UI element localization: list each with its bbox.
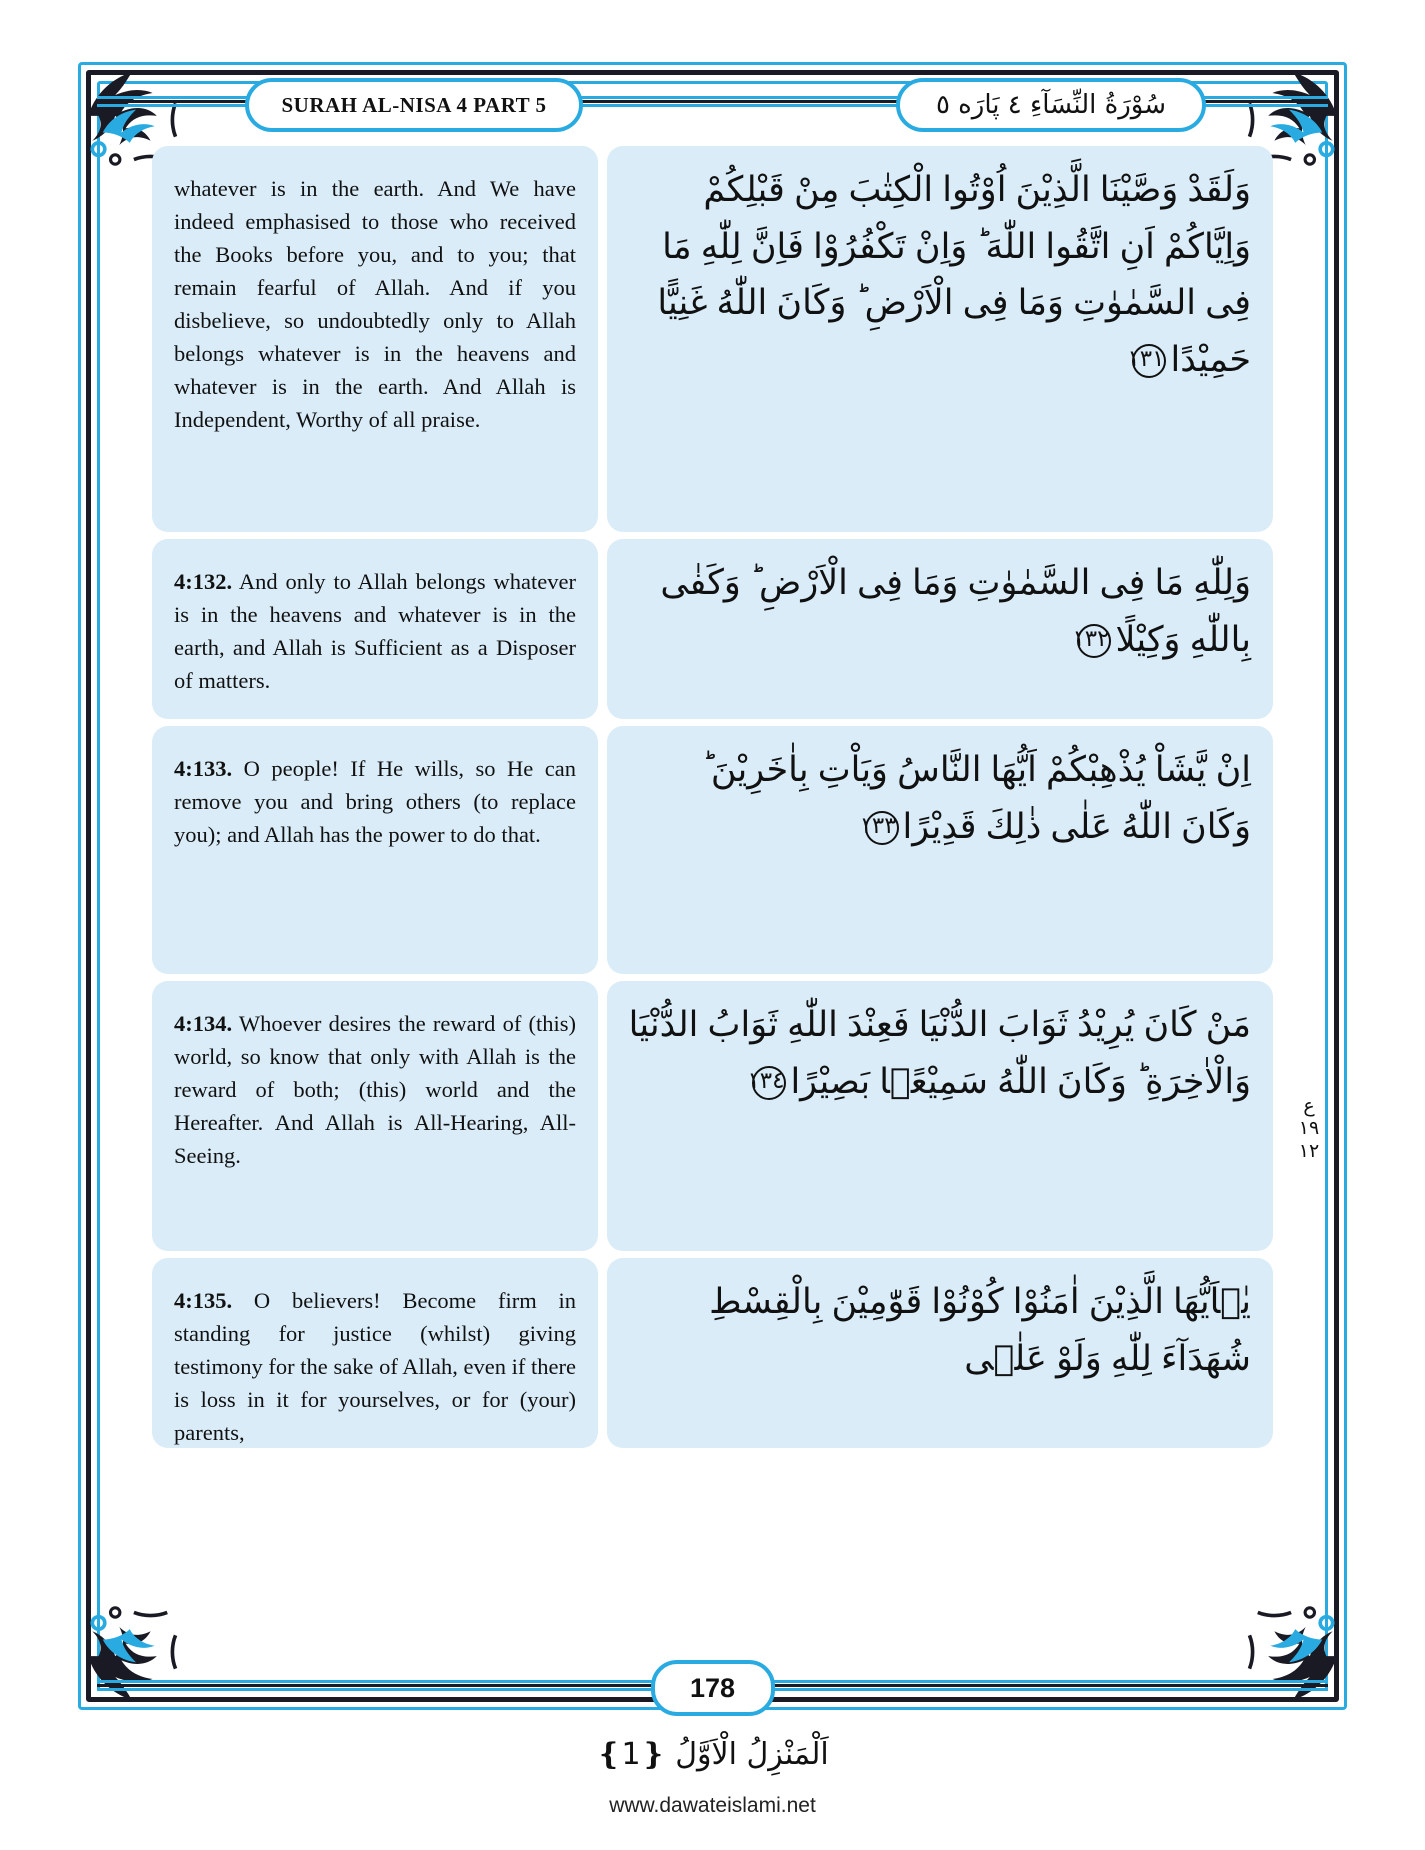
verse-row xyxy=(152,981,1273,1251)
arabic-cell xyxy=(607,1258,1273,1448)
surah-title-english: SURAH AL-NISA 4 PART 5 xyxy=(281,92,547,117)
verse-number: 4:134. xyxy=(174,1011,233,1036)
verse-row xyxy=(152,539,1273,719)
website-url: www.dawateislami.net xyxy=(609,1794,816,1817)
translation-cell xyxy=(152,539,598,719)
arabic-text xyxy=(627,742,1251,855)
translation-text xyxy=(174,1007,576,1172)
translation-body: Whoever desires the reward of (this) world, so know that only with Allah is the reward of both; (this) world and the Hereafter. And Allah is All-Hearing, All-Seeing. xyxy=(174,1011,576,1169)
page-number-pill xyxy=(651,1660,775,1716)
translation-text xyxy=(174,172,576,437)
ayah-marker: ١٣٣ xyxy=(865,811,899,845)
ruku-marker-line-3: ١٢ xyxy=(1298,1139,1320,1162)
surah-title-pill-arabic xyxy=(896,78,1206,132)
arabic-body: وَلِلّٰهِ مَا فِى السَّمٰوٰتِ وَمَا فِى الْاَرْضِ ؕ وَكَفٰى بِاللّٰهِ وَكِيْلًا xyxy=(660,563,1251,660)
arabic-cell xyxy=(607,726,1273,974)
ruku-side-marker xyxy=(1289,1095,1329,1162)
arabic-body: مَنْ كَانَ يُرِيْدُ ثَوَابَ الدُّنْيَا فَعِنْدَ اللّٰهِ ثَوَابُ الدُّنْيَا وَالْاٰخِرَةِ ؕ وَكَانَ اللّٰهُ سَمِيْعًۢا بَصِيْرًا xyxy=(628,1005,1251,1102)
translation-text xyxy=(174,1284,576,1449)
translation-body: O people! If He wills, so He can remove you and bring others (to replace you); and Allah has the power to do that. xyxy=(174,756,576,848)
page-footer xyxy=(97,1656,1328,1710)
translation-text xyxy=(174,752,576,851)
manzil-label: اَلْمَنْزِلُ الْاَوَّلُ ❴1❵ xyxy=(596,1737,829,1772)
ruku-marker-line-1: ع xyxy=(1303,1095,1315,1117)
translation-body: And only to Allah belongs whatever is in the heavens and whatever is in the earth, and Allah is Sufficient as a Disposer of matters. xyxy=(174,569,576,694)
arabic-body: وَلَقَدْ وَصَّيْنَا الَّذِيْنَ اُوْتُوا الْكِتٰبَ مِنْ قَبْلِكُمْ وَاِيَّاكُمْ اَنِ اتَّقُوا اللّٰهَ ؕ وَاِنْ تَكْفُرُوْا فَاِنَّ لِلّٰهِ مَا فِى السَّمٰوٰتِ وَمَا فِى الْاَرْضِ ؕ وَكَانَ اللّٰهُ غَنِيًّا حَمِيْدًا xyxy=(657,170,1251,381)
translation-cell xyxy=(152,981,598,1251)
arabic-text xyxy=(627,162,1251,389)
page-number: 178 xyxy=(689,1672,736,1703)
surah-title-pill xyxy=(245,78,583,132)
verse-row xyxy=(152,726,1273,974)
ayah-marker: ١٣١ xyxy=(1132,344,1166,378)
ayah-marker: ١٣٢ xyxy=(1077,624,1111,658)
verse-row xyxy=(152,1258,1273,1448)
ruku-marker-line-2: ١٩ xyxy=(1298,1117,1320,1140)
ayah-marker: ١٣٤ xyxy=(752,1066,786,1100)
verse-row xyxy=(152,146,1273,532)
arabic-cell xyxy=(607,981,1273,1251)
translation-body: O believers! Become firm in standing for justice (whilst) giving testimony for the sake of Allah, even if there is loss in it for yourselves, or for (your) parents, xyxy=(174,1288,576,1446)
arabic-text xyxy=(627,1274,1251,1387)
arabic-body: اِنْ يَّشَاْ يُذْهِبْكُمْ اَيُّهَا النَّاسُ وَيَاْتِ بِاٰخَرِيْنَ ؕ وَكَانَ اللّٰهُ عَلٰى ذٰلِكَ قَدِيْرًا xyxy=(701,750,1251,847)
arabic-text xyxy=(627,997,1251,1110)
arabic-cell xyxy=(607,146,1273,532)
verse-number: 4:133. xyxy=(174,756,233,781)
translation-body: whatever is in the earth. And We have indeed emphasised to those who received the Books before you, and to you; that remain fearful of Allah. And if you disbelieve, so undoubtedly only to Allah belongs whatever is in the heavens and whatever is in the earth. And Allah is Independent, Worthy of all praise. xyxy=(174,176,576,433)
page-header xyxy=(97,68,1328,130)
translation-cell xyxy=(152,726,598,974)
surah-title-arabic: سُوْرَةُ النِّسَآءِ ٤ پَارَه ٥ xyxy=(935,90,1167,120)
verse-number: 4:135. xyxy=(174,1288,233,1313)
translation-cell xyxy=(152,1258,598,1448)
arabic-text xyxy=(627,555,1251,668)
verse-number: 4:132. xyxy=(174,569,233,594)
verse-list xyxy=(152,146,1273,1652)
arabic-body: يٰۤاَيُّهَا الَّذِيْنَ اٰمَنُوْا كُوْنُوْا قَوّٰمِيْنَ بِالْقِسْطِ شُهَدَآءَ لِلّٰهِ وَلَوْ عَلٰۤى xyxy=(709,1282,1251,1379)
translation-cell xyxy=(152,146,598,532)
translation-text xyxy=(174,565,576,697)
arabic-cell xyxy=(607,539,1273,719)
